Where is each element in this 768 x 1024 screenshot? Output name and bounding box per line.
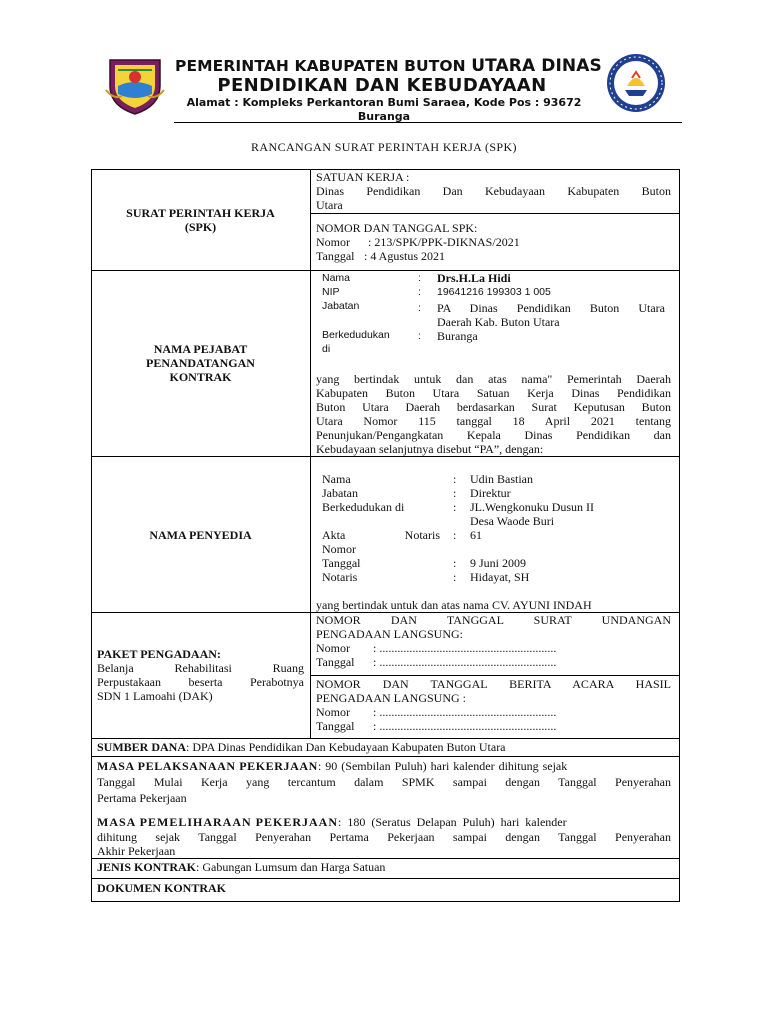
spk-number: : 213/SPK/PPK-DIKNAS/2021 xyxy=(368,235,520,249)
berita-acara-heading: NOMOR DAN TANGGAL BERITA ACARA HASIL xyxy=(316,677,671,691)
penyedia-tanggal: 9 Juni 2009 xyxy=(470,556,527,570)
header-rule xyxy=(174,122,682,123)
pejabat-nip: 19641216 199303 1 005 xyxy=(437,286,551,298)
berita-tanggal-field: : ........................................................... xyxy=(373,719,557,733)
masa-pemeliharaan: MASA PEMELIHARAAN PEKERJAAN: 180 (Seratus Delapan Puluh) hari kalender xyxy=(97,815,567,829)
pejabat-kedudukan: Buranga xyxy=(437,329,478,343)
sumber-dana: SUMBER DANA: DPA Dinas Pendidikan Dan Kebudayaan Kabupaten Buton Utara xyxy=(97,740,506,754)
penyedia-label: NAMA PENYEDIA xyxy=(149,528,252,542)
berita-nomor-field: : ........................................................... xyxy=(373,705,557,719)
undangan-nomor-field: : ........................................................... xyxy=(373,641,557,655)
header-address: Alamat : Kompleks Perkantoran Bumi Saraea, Kode Pos : 93672 Buranga xyxy=(186,96,582,123)
penyedia-closing: yang bertindak untuk dan atas nama CV. AYUNI INDAH xyxy=(316,598,592,612)
pejabat-label: NAMA PEJABAT PENANDATANGAN KONTRAK xyxy=(146,342,255,384)
header-line-1: PEMERINTAH KABUPATEN BUTON UTARA DINAS xyxy=(175,56,602,76)
penyedia-kedudukan: JL.Wengkonuku Dusun II xyxy=(470,500,595,514)
header-line-2: PENDIDIKAN DAN KEBUDAYAAN xyxy=(217,75,547,96)
nomor-tanggal-spk-heading: NOMOR DAN TANGGAL SPK: xyxy=(316,221,478,235)
penyedia-notaris: Hidayat, SH xyxy=(470,570,530,584)
spk-date: : 4 Agustus 2021 xyxy=(364,249,446,263)
penyedia-akta-nomor: 61 xyxy=(470,528,482,542)
satuan-kerja-heading: SATUAN KERJA : xyxy=(316,170,410,184)
column-divider xyxy=(310,169,311,738)
paket-label: PAKET PENGADAAN: xyxy=(97,647,221,661)
masa-pelaksanaan: MASA PELAKSANAAN PEKERJAAN: 90 (Sembilan Puluh) hari kalender dihitung sejak xyxy=(97,759,568,773)
penyedia-jabatan: Direktur xyxy=(470,486,511,500)
jenis-kontrak: JENIS KONTRAK: Gabungan Lumsum dan Harga Satuan xyxy=(97,860,386,874)
pejabat-nama: Drs.H.La Hidi xyxy=(437,271,511,285)
pejabat-jabatan: PA Dinas Pendidikan Buton Utara xyxy=(437,301,665,315)
spk-label: SURAT PERINTAH KERJA (SPK) xyxy=(126,206,275,234)
undangan-heading: NOMOR DAN TANGGAL SURAT UNDANGAN xyxy=(316,613,671,627)
penyedia-nama: Udin Bastian xyxy=(470,472,533,486)
undangan-tanggal-field: : ........................................................... xyxy=(373,655,557,669)
satuan-kerja-value: Dinas Pendidikan Dan Kebudayaan Kabupaten Buton xyxy=(316,184,671,198)
dokumen-kontrak: DOKUMEN KONTRAK xyxy=(97,881,226,895)
document-title: RANCANGAN SURAT PERINTAH KERJA (SPK) xyxy=(251,140,517,154)
